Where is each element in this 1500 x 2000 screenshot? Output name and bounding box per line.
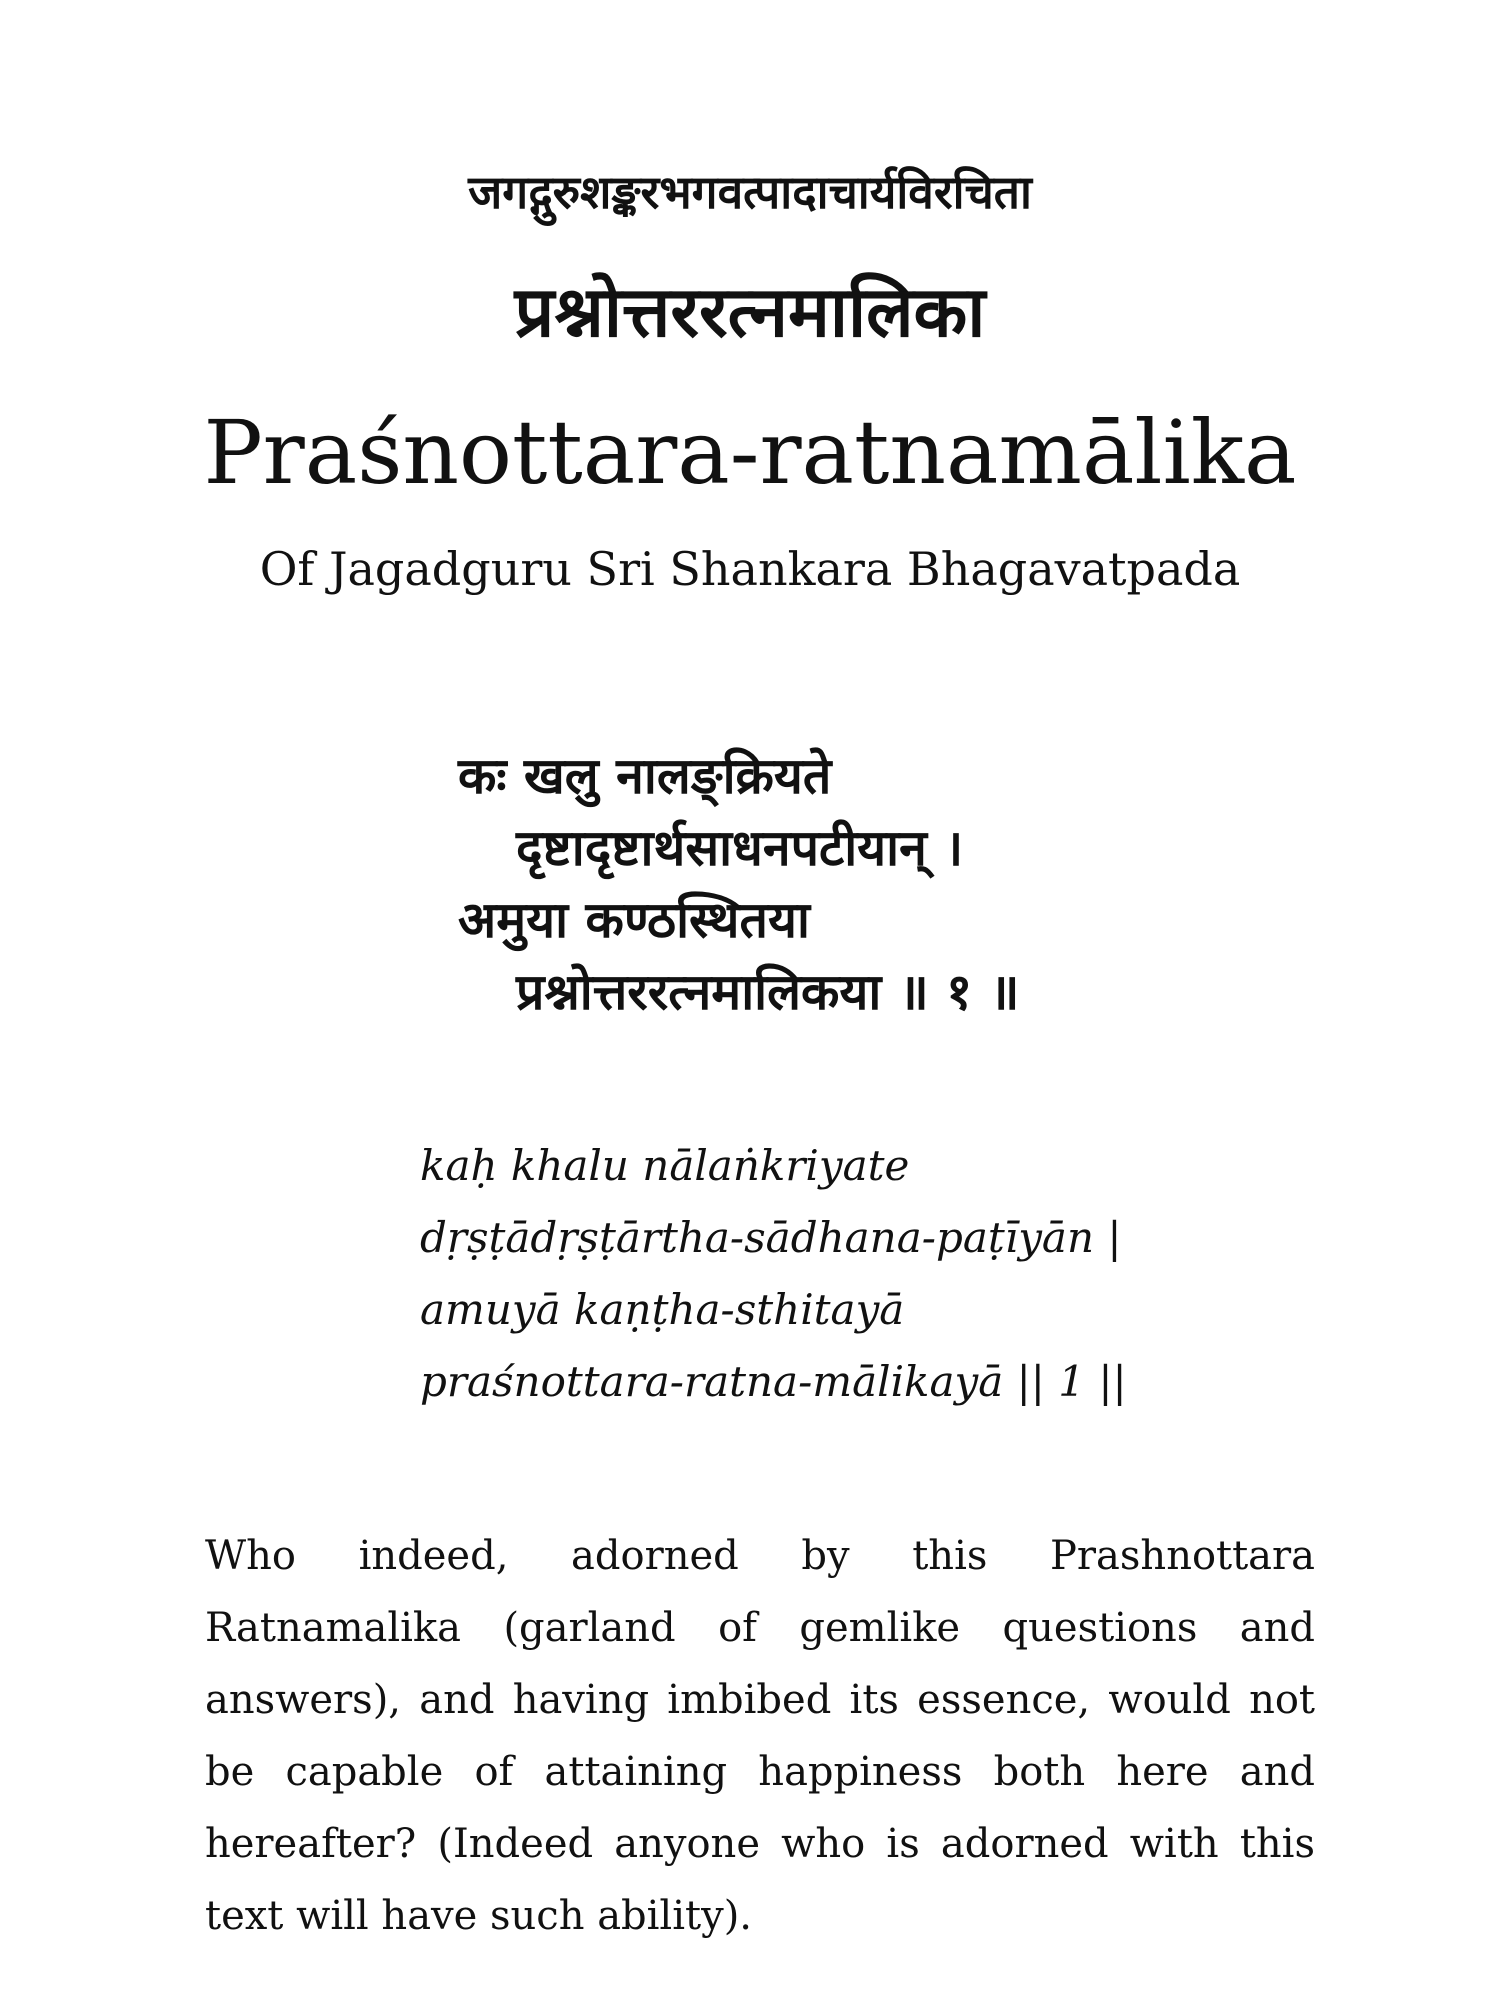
verse-devanagari-line-4: प्रश्नोत्तररत्नमालिकया ॥ १ ॥	[516, 963, 1020, 1021]
devanagari-subtitle: जगद्गुरुशङ्करभगवत्पादाचार्यविरचिता	[468, 165, 1032, 219]
verse-devanagari-line-3: अमुया कण्ठस्थितया	[458, 891, 810, 949]
verse-transliteration	[420, 1130, 1420, 1418]
devanagari-title: प्रश्नोत्तररत्नमालिका	[514, 271, 986, 353]
verse-devanagari-line-2: दृष्टादृष्टार्थसाधनपटीयान् ।	[516, 819, 964, 877]
verse-devanagari-line-1: कः खलु नालङ्क्रियते	[458, 747, 832, 805]
verse-transliteration-line-3: amuyā kaṇṭha-sthitayā	[420, 1285, 905, 1334]
roman-title: Praśnottara-ratnamālika	[203, 401, 1297, 504]
verse-devanagari	[458, 740, 1458, 1028]
english-translation: Who indeed, adorned by this Prashnottara Ratnamalika (garland of gemlike questions and answers), and having imbibed its essence, would not be capable of attaining happiness both here and hereafter? (Indeed anyone who is adorned with this text will have such ability).	[205, 1533, 1315, 1939]
author-byline: Of Jagadguru Sri Shankara Bhagavatpada	[259, 542, 1241, 596]
verse-transliteration-line-1: kaḥ khalu nālaṅkriyate	[420, 1141, 910, 1190]
verse-transliteration-line-2: dṛṣṭādṛṣṭārtha-sādhana-paṭīyān |	[420, 1213, 1122, 1262]
verse-transliteration-line-4: praśnottara-ratna-mālikayā || 1 ||	[420, 1357, 1127, 1406]
